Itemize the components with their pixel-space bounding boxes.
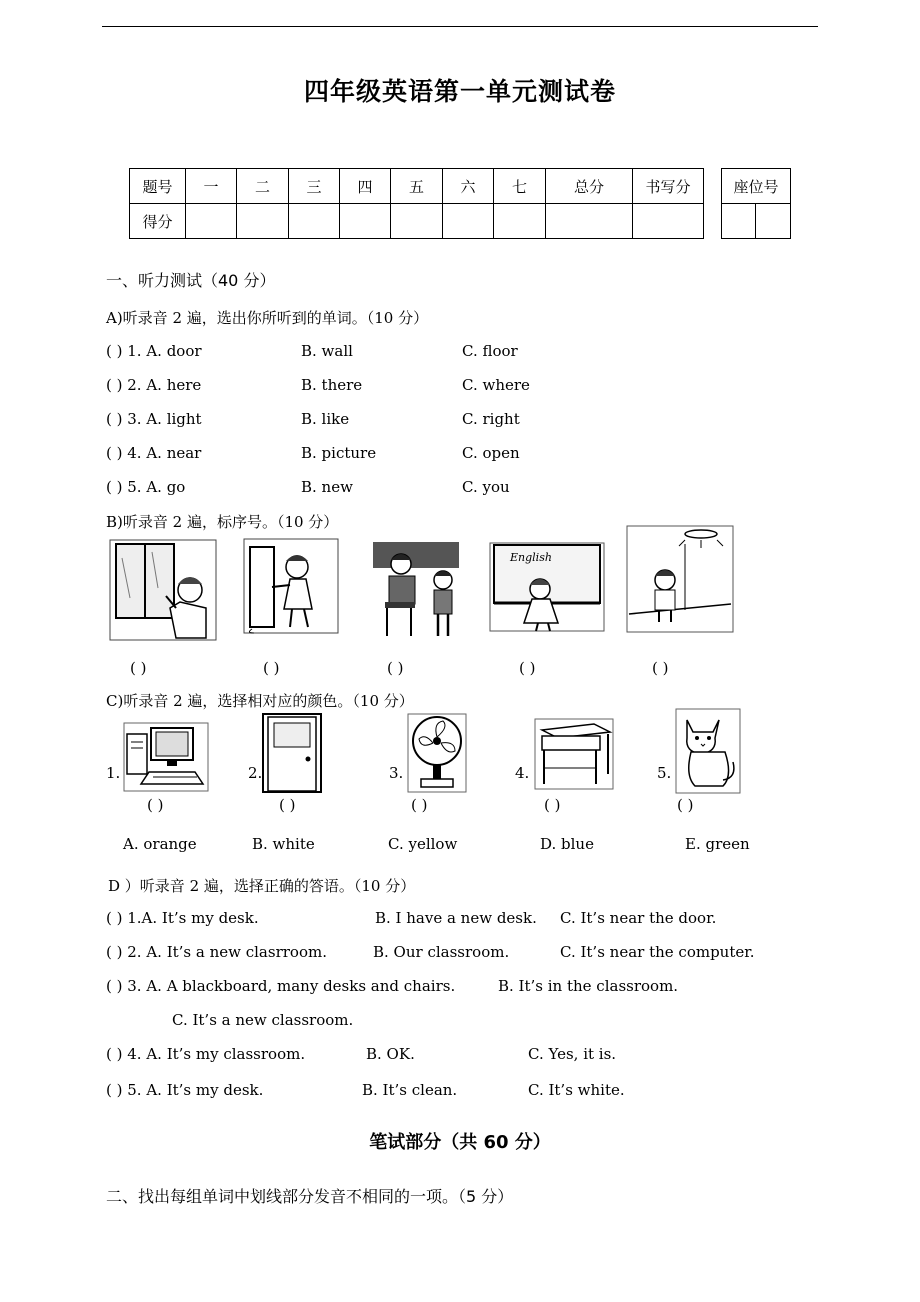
desk-picture bbox=[534, 718, 614, 790]
score-cell[interactable] bbox=[237, 204, 289, 239]
part-a-question: ( ) 3. A. light bbox=[106, 410, 202, 428]
part-a-question: ( ) 4. A. near bbox=[106, 444, 202, 462]
score-header-cell: 四 bbox=[340, 169, 391, 204]
part-a-instruction: A)听录音 2 遍，选出你所听到的单词。（10 分） bbox=[106, 309, 429, 327]
part-a-option-c: C. open bbox=[462, 444, 520, 462]
score-table bbox=[129, 168, 704, 239]
score-header-cell: 五 bbox=[391, 169, 443, 204]
part-d-option-b: B. Our classroom. bbox=[373, 943, 510, 961]
part-c-answer-blank[interactable]: ( ) bbox=[279, 796, 296, 814]
score-header-cell: 七 bbox=[494, 169, 546, 204]
part-c-answer-blank[interactable]: ( ) bbox=[147, 796, 164, 814]
section-2-heading: 二、找出每组单词中划线部分发音不相同的一项。（5 分） bbox=[106, 1187, 514, 1206]
score-cell[interactable] bbox=[186, 204, 237, 239]
score-header-cell: 三 bbox=[289, 169, 340, 204]
part-c-answer-blank[interactable]: ( ) bbox=[411, 796, 428, 814]
part-c-color-option: E. green bbox=[685, 835, 750, 853]
boys-with-chair-picture bbox=[371, 540, 461, 640]
part-d-option-c: C. It’s near the computer. bbox=[560, 943, 755, 961]
score-cell[interactable] bbox=[340, 204, 391, 239]
part-d-option-b: B. OK. bbox=[366, 1045, 415, 1063]
part-b-answer-blank[interactable]: ( ) bbox=[387, 659, 404, 677]
part-c-color-option: D. blue bbox=[540, 835, 594, 853]
door-picture bbox=[262, 713, 322, 793]
computer-picture bbox=[123, 722, 209, 792]
part-d-option-c: C. It’s a new classroom. bbox=[172, 1011, 354, 1029]
part-a-option-c: C. right bbox=[462, 410, 520, 428]
part-a-option-c: C. floor bbox=[462, 342, 518, 360]
part-b-answer-blank[interactable]: ( ) bbox=[519, 659, 536, 677]
score-header-cell: 一 bbox=[186, 169, 237, 204]
score-header-cell: 六 bbox=[443, 169, 494, 204]
part-c-number: 4. bbox=[515, 764, 530, 782]
page-title: 四年级英语第一单元测试卷 bbox=[303, 77, 616, 106]
part-c-number: 1. bbox=[106, 764, 121, 782]
part-c-color-option: A. orange bbox=[123, 835, 197, 853]
score-header-cell: 书写分 bbox=[633, 169, 704, 204]
part-a-option-b: B. picture bbox=[301, 444, 377, 462]
part-c-number: 5. bbox=[657, 764, 672, 782]
score-table-header-row bbox=[130, 169, 704, 204]
part-c-instruction: C)听录音 2 遍，选择相对应的颜色。（10 分） bbox=[106, 692, 414, 710]
score-table-score-row bbox=[130, 204, 704, 239]
score-cell[interactable] bbox=[391, 204, 443, 239]
score-header-cell: 题号 bbox=[130, 169, 186, 204]
part-a-option-b: B. there bbox=[301, 376, 363, 394]
seat-table bbox=[721, 168, 791, 239]
seat-cell[interactable] bbox=[756, 204, 791, 239]
part-a-question: ( ) 5. A. go bbox=[106, 478, 186, 496]
part-a-option-c: C. you bbox=[462, 478, 510, 496]
cat-picture bbox=[675, 708, 741, 794]
part-a-option-b: B. new bbox=[301, 478, 353, 496]
section-1-heading: 一、听力测试（40 分） bbox=[106, 271, 276, 290]
part-d-option-b: B. I have a new desk. bbox=[375, 909, 537, 927]
part-d-option-c: C. It’s white. bbox=[528, 1081, 625, 1099]
seat-cell[interactable] bbox=[722, 204, 756, 239]
boy-light-switch-picture bbox=[625, 524, 735, 634]
part-d-option-c: C. Yes, it is. bbox=[528, 1045, 617, 1063]
top-rule bbox=[102, 26, 818, 27]
part-c-color-option: B. white bbox=[252, 835, 315, 853]
part-c-number: 3. bbox=[389, 764, 404, 782]
part-b-answer-blank[interactable]: ( ) bbox=[130, 659, 147, 677]
part-b-answer-blank[interactable]: ( ) bbox=[652, 659, 669, 677]
part-c-color-option: C. yellow bbox=[388, 835, 458, 853]
part-a-option-b: B. wall bbox=[301, 342, 353, 360]
girl-at-door-picture bbox=[242, 537, 340, 635]
boy-at-window-picture bbox=[108, 538, 218, 642]
part-a-option-b: B. like bbox=[301, 410, 350, 428]
part-c-answer-blank[interactable]: ( ) bbox=[677, 796, 694, 814]
part-d-question: ( ) 2. A. It’s a new clasrroom. bbox=[106, 943, 327, 961]
part-b-answer-blank[interactable]: ( ) bbox=[263, 659, 280, 677]
part-d-option-b: B. It’s in the classroom. bbox=[498, 977, 679, 995]
part-d-option-b: B. It’s clean. bbox=[362, 1081, 458, 1099]
part-d-instruction: D ）听录音 2 遍，选择正确的答语。（10 分） bbox=[108, 877, 416, 895]
part-b-instruction: B)听录音 2 遍，标序号。（10 分） bbox=[106, 513, 339, 531]
score-header-cell: 总分 bbox=[546, 169, 633, 204]
part-d-question: ( ) 3. A. A blackboard, many desks and chairs. bbox=[106, 977, 456, 995]
part-c-answer-blank[interactable]: ( ) bbox=[544, 796, 561, 814]
written-section-heading: 笔试部分（共 60 分） bbox=[369, 1132, 551, 1153]
score-row-label: 得分 bbox=[130, 204, 186, 239]
part-d-option-c: C. It’s near the door. bbox=[560, 909, 717, 927]
score-cell[interactable] bbox=[443, 204, 494, 239]
part-d-question: ( ) 5. A. It’s my desk. bbox=[106, 1081, 264, 1099]
part-a-option-c: C. where bbox=[462, 376, 530, 394]
part-c-number: 2. bbox=[248, 764, 263, 782]
part-a-question: ( ) 1. A. door bbox=[106, 342, 202, 360]
board-word: English bbox=[510, 551, 552, 564]
score-cell[interactable] bbox=[546, 204, 633, 239]
score-cell[interactable] bbox=[494, 204, 546, 239]
part-a-question: ( ) 2. A. here bbox=[106, 376, 202, 394]
seat-label: 座位号 bbox=[722, 169, 791, 204]
score-cell[interactable] bbox=[289, 204, 340, 239]
score-header-cell: 二 bbox=[237, 169, 289, 204]
part-d-question: ( ) 1.A. It’s my desk. bbox=[106, 909, 259, 927]
girl-at-blackboard-picture bbox=[488, 541, 606, 633]
part-d-question: ( ) 4. A. It’s my classroom. bbox=[106, 1045, 306, 1063]
score-cell[interactable] bbox=[633, 204, 704, 239]
fan-picture bbox=[407, 713, 467, 793]
